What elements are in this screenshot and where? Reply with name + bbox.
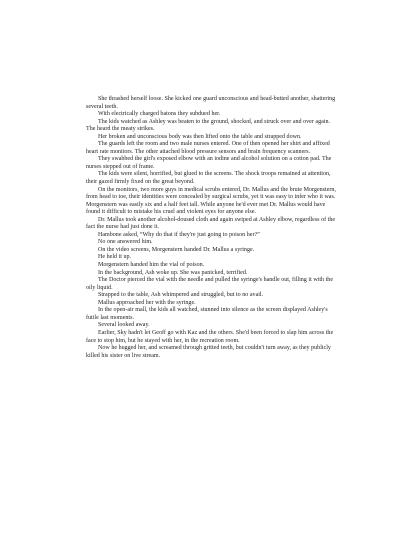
paragraph: Her broken and unconscious body was then lifted onto the table and strapped down.: [98, 133, 302, 140]
body-text: [86, 96, 336, 360]
paragraph: She thrashed herself loose. She kicked one guard unconscious and head-butted another, shattering several teeth.: [86, 96, 336, 110]
paragraph: The kids watched as Ashley was beaten to the ground, shocked, and struck over and over again. The heard the meaty strikes.: [86, 118, 331, 133]
paragraph: On the monitors, two more guys in medical scrubs entered, Dr. Mallus and the brute Morgenstern, from head to toe, their identities were concealed by surgical scrubs, yet it was easy to infer who it was. Morgenstern was easily six and a half feet tall. While anyone he'd ever met Dr. Mallus would have found it difficult to mistake his cruel and violent eyes for anyone else.: [86, 186, 336, 216]
paragraph: Morgenstern handed him the vial of poison.: [98, 262, 205, 269]
paragraph: The guards left the room and two male nurses entered. One of then opened her shirt and affixed heart rate monitors. The other attached blood pressure sensors and brain frequency scanners.: [86, 141, 330, 155]
paragraph: On the video screens, Morgenstern handed Dr. Mallus a syringe.: [98, 246, 255, 253]
paragraph: They swabbed the girl's exposed elbow with an iodine and alcohol solution on a cotton pad. The nurses stepped out of frame.: [86, 156, 332, 170]
paragraph: In the open-air mall, the kids all watched, stunned into silence as the screen displayed Ashley's futile last moments.: [86, 307, 328, 321]
paragraph: With electrically charged batons they subdued her.: [98, 111, 221, 118]
paragraph: The Doctor pierced the vial with the needle and pulled the syringe's handle out, filling it with the oily liquid.: [86, 277, 334, 291]
paragraph: Hambone asked, “Why do that if they're just going to poison her?”: [98, 231, 260, 238]
paragraph: The kids were silent, horrified, but glued to the screens. The shock troops remained at attention, their gazed firmly fixed on the great beyond.: [86, 171, 331, 186]
paragraph: Now he hugged her, and screamed through gritted teeth, but couldn't turn away, as they publicly killed his sister on live stream.: [86, 345, 331, 359]
paragraph: No one answered him.: [98, 239, 153, 246]
paragraph: Earlier, Sky hadn't let Geoff go with Kaz and the others. She'd been forced to slap him across the face to stop him, but he stayed with her, in the recreation room.: [86, 329, 334, 344]
paragraph: Mallus approached her with the syringe.: [98, 299, 196, 306]
paragraph: Several looked away.: [98, 322, 150, 329]
paragraph: In the background, Ash woke up. She was panicked, terrified.: [98, 269, 248, 276]
paragraph: Dr. Mallus took another alcohol-doused cloth and again swiped at Ashley elbow, regardless of the fact the nurse had just done it.: [86, 216, 336, 231]
paragraph: Strapped to the table, Ash whimpered and struggled, but to no avail.: [98, 292, 264, 299]
paragraph: He held it up.: [98, 254, 132, 261]
